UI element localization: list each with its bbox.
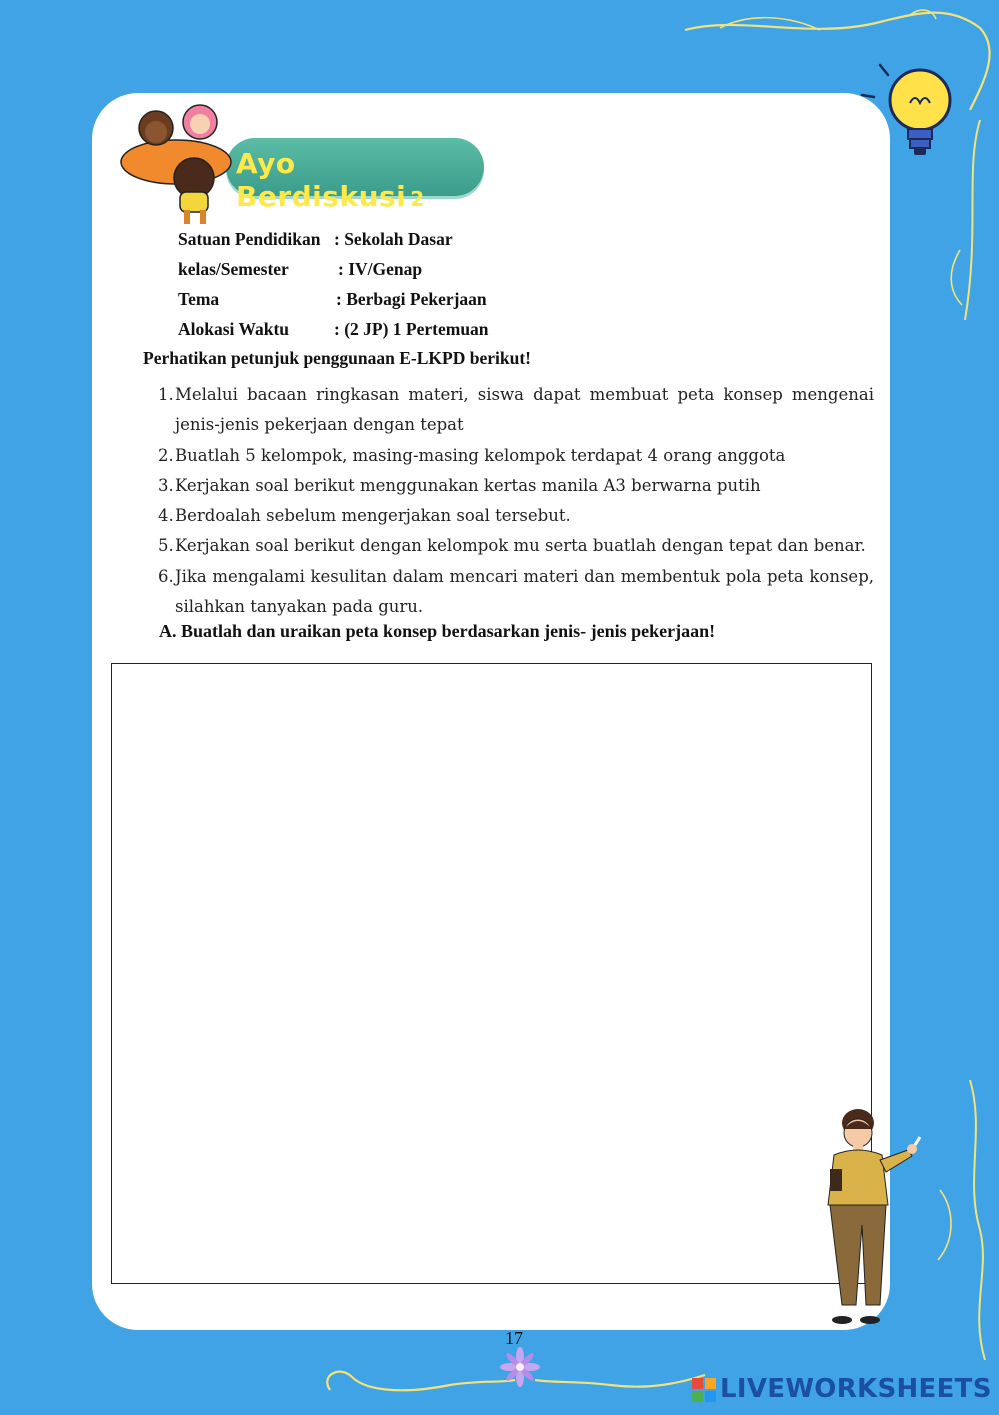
item-number: 1.: [158, 385, 174, 404]
children-illustration: [118, 100, 248, 230]
item-number: 5.: [158, 536, 174, 556]
liveworksheets-logo-icon: [692, 1378, 716, 1402]
info-value: : (2 JP) 1 Pertemuan: [334, 319, 489, 339]
answer-box[interactable]: [111, 663, 872, 1284]
item-text: Melalui bacaan ringkasan materi, siswa dapat membuat peta konsep mengenai jenis-jenis pekerjaan dengan tepat: [175, 385, 874, 435]
page-number: 17: [505, 1328, 523, 1348]
item-text: Berdoalah sebelum mengerjakan soal tersebut.: [175, 506, 571, 526]
info-label: Satuan Pendidikan: [178, 229, 321, 249]
info-label: Tema: [178, 289, 220, 309]
info-value: : Sekolah Dasar: [334, 229, 453, 249]
item-number: 4.: [158, 506, 174, 526]
side-ornament-right: [930, 1070, 999, 1370]
item-text: Buatlah 5 kelompok, masing-masing kelompok terdapat 4 orang anggota: [175, 445, 786, 465]
item-number: 3.: [158, 475, 174, 495]
banner-number: 2: [410, 187, 425, 211]
list-item: [158, 471, 874, 501]
banner-title-text: Ayo Berdiskusi: [236, 147, 407, 213]
list-item: [158, 531, 874, 561]
instructions-list: [158, 380, 874, 622]
section-banner: [118, 100, 488, 230]
teacher-illustration: [820, 1105, 930, 1335]
list-item: [158, 441, 874, 471]
bottom-ornament: [310, 1345, 730, 1415]
list-item: [158, 380, 874, 441]
item-text: Kerjakan soal berikut menggunakan kertas manila A3 berwarna putih: [175, 475, 761, 495]
item-text: Kerjakan soal berikut dengan kelompok mu serta buatlah dengan tepat dan benar.: [175, 536, 866, 556]
info-label: Alokasi Waktu: [178, 319, 290, 339]
list-item: [158, 501, 874, 531]
list-item: [158, 562, 874, 623]
banner-title: [236, 147, 488, 213]
info-label: kelas/Semester: [178, 259, 289, 279]
item-number: 2.: [158, 445, 174, 465]
info-value: : Berbagi Pekerjaan: [336, 289, 487, 309]
info-value: : IV/Genap: [338, 259, 423, 279]
instructions-heading: Perhatikan petunjuk penggunaan E-LKPD berikut!: [143, 348, 531, 368]
task-a-prompt: A. Buatlah dan uraikan peta konsep berdasarkan jenis- jenis pekerjaan!: [159, 621, 716, 641]
item-text: Jika mengalami kesulitan dalam mencari materi dan membentuk pola peta konsep, silahkan tanyakan pada guru.: [175, 566, 874, 617]
item-number: 6.: [158, 566, 174, 586]
footer-brand[interactable]: LIVEWORKSHEETS: [720, 1374, 992, 1404]
